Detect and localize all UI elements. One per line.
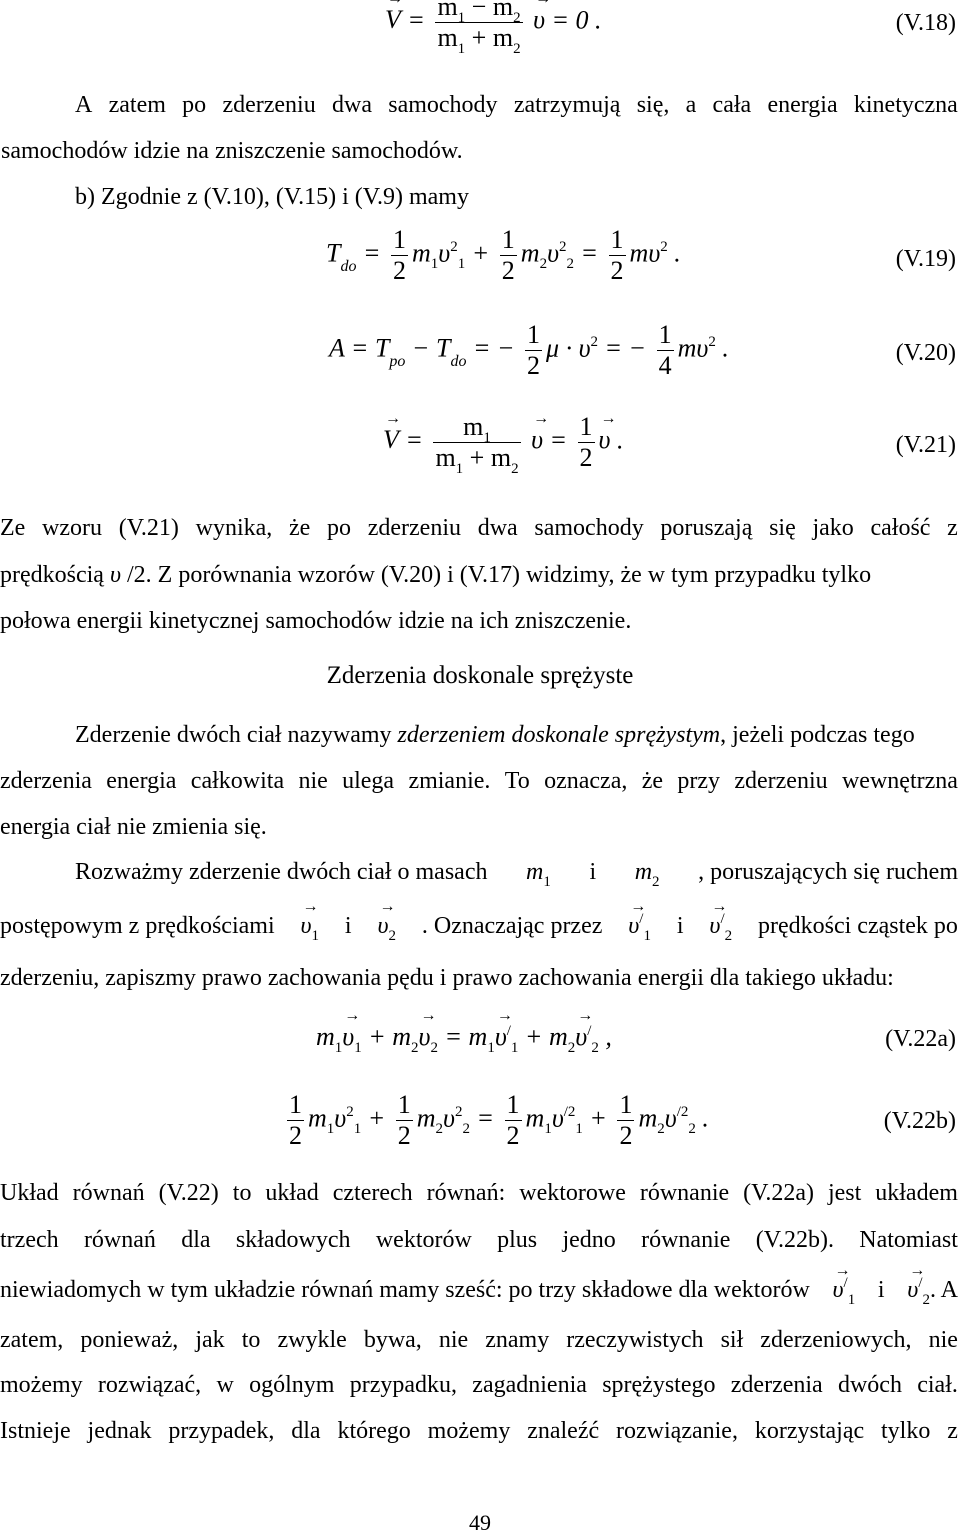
word: A [75,92,93,118]
paragraph-line: Rozważmy zderzenie dwóch ciał o masach $m_1$ i $m_2$ , poruszających się ruchem [75,859,958,890]
word: wewnętrzna [841,768,958,794]
word: Istnieje [0,1418,71,1444]
equation-label-v18: (V.18) [895,10,956,36]
word: układem [875,1180,958,1206]
word: zderzeniowych, [760,1327,912,1353]
word: możemy [0,1372,83,1398]
word: trzech [0,1227,59,1253]
word: się [769,515,796,541]
word: że [641,768,663,794]
equation-v21: → V = $\frac{m_1}{m_1 + m_2}$ → υ = $\frac{1}{2}$ → υ . [383,412,623,473]
word: zderzeniu [367,515,461,541]
word: zderzenia [0,768,92,794]
paragraph-line [0,1372,958,1399]
word: wzoru [42,515,102,541]
word: jest [827,1180,862,1206]
paragraph-line [0,1180,958,1207]
word: całość [870,515,931,541]
word: dla [291,1418,321,1444]
word: zderzeniu [222,92,316,118]
word: zatem, [0,1327,64,1353]
word: a [685,92,697,118]
word: rzeczywistych [566,1327,704,1353]
word: nie [928,1327,958,1353]
word: równań: [426,1180,506,1206]
word: zatem [108,92,166,118]
word: wynika, [195,515,273,541]
word: sił [720,1327,744,1353]
word: znaleźć [527,1418,600,1444]
paragraph-line: połowa energii kinetycznej samochodów idzie na ich zniszczenie. [0,608,632,634]
word: oznacza, [544,768,628,794]
word: jednak [87,1418,152,1444]
word: poruszają [660,515,753,541]
word: przypadek, [168,1418,275,1444]
paragraph-line: energia ciał nie zmienia się. [0,814,267,840]
word: ogólnym [249,1372,335,1398]
word: jako [812,515,854,541]
word: czterech [332,1180,413,1206]
word: tylko [881,1418,931,1444]
word: (V.22) [158,1180,219,1206]
equation-label-v22b: (V.22b) [883,1108,956,1134]
word: (V.22a) [743,1180,814,1206]
word: zderzenia [730,1372,823,1398]
word: energia [106,768,177,794]
word: równanie [639,1180,730,1206]
equation-label-v19: (V.19) [895,246,956,272]
word: przy [677,768,720,794]
word: Układ [0,1180,59,1206]
word: jak [195,1327,225,1353]
word: zwykle [277,1327,347,1353]
word: całkowita [190,768,285,794]
word: ulega [342,768,395,794]
equation-v22b: $\frac{1}{2}$ $m_1\upsilon^2_1$ + $\frac{1}{2}$ $m_2\upsilon^2_2$ = $\frac{1}{2}$ $m_1\upsilon^{/2}_1$ + $\frac{1}{2}$ $m_2\upsilon^{/2}_2$ . [289,1090,709,1150]
word: równań [72,1180,145,1206]
paragraph-line [0,515,958,542]
word: cała [712,92,752,118]
equation-label-v20: (V.20) [895,340,956,366]
paragraph-line [0,768,958,795]
word: bywa, [363,1327,422,1353]
word: po [182,92,207,118]
word: dwa [477,515,518,541]
word: zatrzymują [513,92,621,118]
word: przypadku, [349,1372,458,1398]
word: samochody [388,92,498,118]
word: się, [636,92,670,118]
paragraph-line [0,1227,958,1254]
word: korzystając [754,1418,865,1444]
word: ponieważ, [80,1327,179,1353]
equation-v19: $T_{do}$ = $\frac{1}{2}$ $m_1\upsilon^2_1$ + $\frac{1}{2}$ $m_2\upsilon^2_2$ = $\frac{1}{2}$ $m\upsilon^2$ . [326,225,681,285]
paragraph-line: postępowym z prędkościami → $\upsilon_1$ i → $\upsilon_2$ . Oznaczając przez → $\upsilon^/_1$ i → $\upsilon^/_2$ prędkości cząstek po [0,913,958,940]
word: po [327,515,352,541]
equation-v18: → V = $\frac{m_1 - m_2}{m_1 + m_2}$ → υ = 0 . [385,0,602,53]
word: (V.22b). [755,1227,834,1253]
word: zmianie. [408,768,491,794]
word: którego [337,1418,411,1444]
word: jedno [562,1227,616,1253]
paragraph-line [0,1327,958,1354]
word: To [504,768,530,794]
word: ciał. [917,1372,958,1398]
word: z [947,515,958,541]
paragraph-line [0,1418,958,1445]
section-heading: Zderzenia doskonale sprężyste [326,662,634,689]
word: nie [298,768,328,794]
paragraph-line: Zderzenie dwóch ciał nazywamy zderzeniem doskonale sprężystym, jeżeli podczas tego [75,722,915,748]
equation-v20: $A = T_{po} - T_{do}$ = − $\frac{1}{2}$ $\mu \cdot \upsilon^2$ = − $\frac{1}{4}$ $m\upsilon^2$ . [329,320,729,380]
word: dla [181,1227,211,1253]
word: dwa [331,92,372,118]
word: Natomiast [859,1227,958,1253]
word: (V.21) [118,515,179,541]
paragraph-line: samochodów idzie na zniszczenie samochodów. [1,138,463,164]
word: samochody [534,515,644,541]
word: nie [438,1327,469,1353]
paragraph-line: prędkością υ /2. Z porównania wzorów (V.20) i (V.17) widzimy, że w tym przypadku tylko [0,562,872,588]
word: z [947,1418,958,1444]
word: plus [497,1227,538,1253]
word: że [289,515,311,541]
word: zderzeniu [734,768,828,794]
word: w [216,1372,234,1398]
word: energia [767,92,838,118]
word: wektorowe [519,1180,626,1206]
paragraph-line: b) Zgodnie z (V.10), (V.15) i (V.9) mamy [75,184,469,210]
word: równań [83,1227,156,1253]
equation-label-v22a: (V.22a) [885,1026,956,1052]
word: układ [265,1180,319,1206]
page-number: 49 [469,1510,491,1535]
word: dwóch [837,1372,902,1398]
word: znamy [485,1327,550,1353]
word: to [232,1180,252,1206]
word: możemy [427,1418,511,1444]
word: rozwiązanie, [616,1418,738,1444]
paragraph-line: zderzeniu, zapiszmy prawo zachowania pędu i prawo zachowania energii dla takiego układu: [0,965,894,991]
word: Ze [0,515,26,541]
word: to [241,1327,261,1353]
paragraph-line [75,92,958,119]
word: wektorów [375,1227,472,1253]
paragraph-line: niewiadomych w tym układzie równań mamy sześć: po trzy składowe dla wektorów → $\upsilon^/_1$ i → $\upsilon^/_2$. A [0,1277,958,1304]
word: rozwiązać, [97,1372,202,1398]
word: składowych [235,1227,351,1253]
equation-label-v21: (V.21) [895,432,956,458]
equation-v22a: $m_1\to \upsilon_1 + m_2\to \upsilon_2 = m_1\to \upsilon^/_1 + m_2\to \upsilon^/_2$ , [316,1022,612,1052]
word: zagadnienia [472,1372,587,1398]
word: równanie [641,1227,731,1253]
word: sprężystego [602,1372,716,1398]
word: kinetyczna [853,92,958,118]
